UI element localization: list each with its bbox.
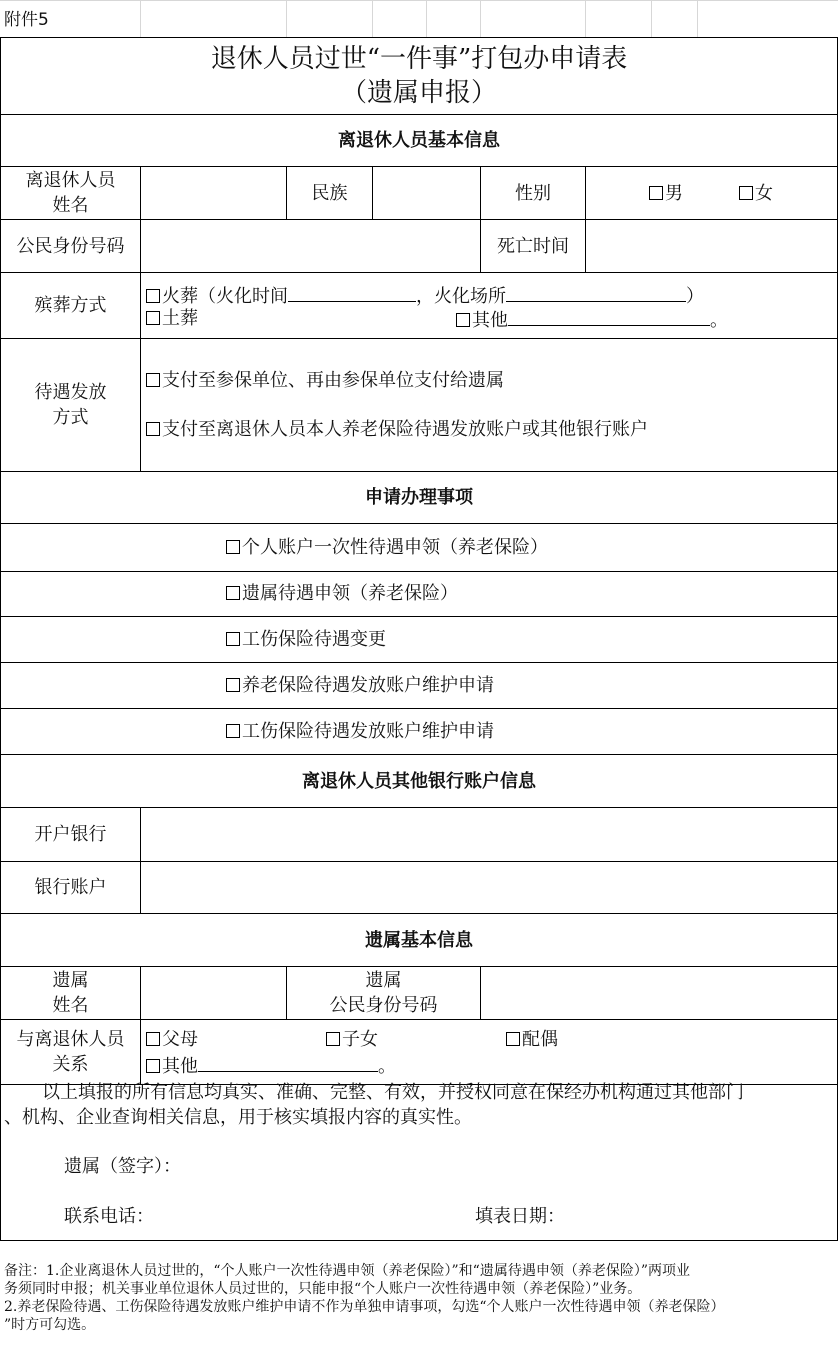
checkbox-icon [326, 1032, 340, 1046]
grid-line [286, 0, 287, 37]
ethnicity-label: 民族 [311, 182, 348, 204]
signature-field[interactable] [200, 1150, 500, 1180]
declaration-line-1: 以上填报的所有信息均真实、准确、完整、有效，并授权同意在保经办机构通过其他部门 [42, 1082, 744, 1103]
checkbox-icon [506, 1032, 520, 1046]
checkbox-icon [146, 1032, 160, 1046]
contact-phone-label: 联系电话： [64, 1206, 154, 1227]
note-line: 备注：1.企业离退休人员过世的，“个人账户一次性待遇申领（养老保险）”和“遗属待遇申领（养老保险）”两项业 [4, 1263, 690, 1279]
retiree-name-field[interactable] [141, 167, 286, 219]
relation-other-blank[interactable] [198, 1053, 378, 1072]
section-heading-application-items: 申请办理事项 [365, 487, 473, 508]
funeral-method-label: 殡葬方式 [34, 295, 107, 316]
section-heading-retiree-info: 离退休人员基本信息 [338, 130, 500, 151]
checkbox-icon [226, 632, 240, 646]
relation-other-option[interactable]: 其他 。 [146, 1053, 396, 1079]
survivor-id-label: 遗属 公民身份号码 [329, 970, 438, 1016]
section-heading-survivor-info: 遗属基本信息 [365, 929, 473, 951]
retiree-name-label: 离退休人员 姓名 [25, 170, 116, 216]
gender-label: 性别 [515, 182, 551, 204]
checkbox-icon [649, 186, 663, 200]
form-title: 退休人员过世“一件事”打包办申请表 [210, 44, 628, 74]
contact-phone-field[interactable] [160, 1200, 440, 1230]
payment-option-unit[interactable]: 支付至参保单位、再由参保单位支付给遗属 [146, 369, 504, 393]
gender-female-option[interactable]: 女 [739, 182, 773, 206]
checkbox-icon [739, 186, 753, 200]
fill-date-label: 填表日期： [475, 1206, 565, 1227]
id-number-label: 公民身份号码 [16, 235, 125, 257]
bank-name-label: 开户银行 [34, 824, 107, 845]
application-item[interactable]: 工伤保险待遇变更 [226, 628, 386, 652]
notes-block [4, 1262, 838, 1334]
bank-account-field[interactable] [141, 862, 837, 913]
relation-children-option[interactable]: 子女 [326, 1028, 378, 1052]
application-item[interactable]: 养老保险待遇发放账户维护申请 [226, 674, 494, 698]
checkbox-icon [146, 373, 160, 387]
section-heading-bank-info: 离退休人员其他银行账户信息 [302, 770, 536, 792]
grid-line [372, 0, 373, 37]
grid-line [697, 0, 698, 37]
payment-method-label: 待遇发放 方式 [34, 382, 107, 428]
funeral-cremation-option[interactable]: 火葬（火化时间 ，火化场所 ） [146, 283, 704, 309]
grid-line [426, 0, 427, 37]
signature-label: 遗属（签字）： [64, 1156, 181, 1177]
payment-option-personal-account[interactable]: 支付至离退休人员本人养老保险待遇发放账户或其他银行账户 [146, 418, 648, 442]
checkbox-icon [146, 289, 160, 303]
note-line: 务须同时申报；机关事业单位退休人员过世的，只能申报“个人账户一次性待遇申领（养老保险）”业务。 [4, 1281, 642, 1297]
funeral-other-blank[interactable] [508, 307, 710, 326]
cremation-place-blank[interactable] [506, 283, 686, 302]
bank-account-label: 银行账户 [34, 877, 107, 898]
grid-line [585, 0, 586, 37]
checkbox-icon [146, 422, 160, 436]
cremation-time-blank[interactable] [288, 283, 416, 302]
checkbox-icon [146, 311, 160, 325]
death-time-label: 死亡时间 [497, 235, 569, 257]
id-number-field[interactable] [141, 220, 480, 272]
checkbox-icon [226, 678, 240, 692]
relation-spouse-option[interactable]: 配偶 [506, 1028, 558, 1052]
checkbox-icon [226, 586, 240, 600]
survivor-name-field[interactable] [141, 967, 286, 1019]
grid-line [651, 0, 652, 37]
ethnicity-field[interactable] [373, 167, 480, 219]
application-item[interactable]: 个人账户一次性待遇申领（养老保险） [226, 536, 548, 560]
checkbox-icon [146, 1059, 160, 1073]
relationship-label: 与离退休人员 关系 [16, 1029, 125, 1075]
grid-line [480, 0, 481, 37]
gender-male-option[interactable]: 男 [649, 182, 683, 206]
declaration-line-2: 、机构、企业查询相关信息，用于核实填报内容的真实性。 [4, 1107, 472, 1128]
note-line: 2.养老保险待遇、工伤保险待遇发放账户维护申请不作为单独申请事项，勾选“个人账户一次性待遇申领（养老保险） [4, 1299, 725, 1315]
checkbox-icon [226, 724, 240, 738]
application-item[interactable]: 工伤保险待遇发放账户维护申请 [226, 720, 494, 744]
attachment-label: 附件5 [4, 10, 49, 30]
funeral-burial-option[interactable]: 土葬 [146, 307, 198, 331]
form-subtitle: （遗属申报） [340, 78, 497, 108]
checkbox-icon [456, 313, 470, 327]
survivor-id-field[interactable] [481, 967, 837, 1019]
grid-line [140, 0, 141, 37]
survivor-name-label: 遗属 姓名 [52, 970, 89, 1016]
death-time-field[interactable] [586, 220, 837, 272]
note-line: ”时方可勾选。 [4, 1317, 96, 1333]
relation-parents-option[interactable]: 父母 [146, 1028, 198, 1052]
fill-date-field[interactable] [570, 1200, 820, 1230]
grid-line [0, 0, 838, 1]
application-item[interactable]: 遗属待遇申领（养老保险） [226, 582, 458, 606]
checkbox-icon [226, 540, 240, 554]
bank-name-field[interactable] [141, 808, 837, 861]
funeral-other-option[interactable]: 其他 。 [456, 307, 728, 333]
